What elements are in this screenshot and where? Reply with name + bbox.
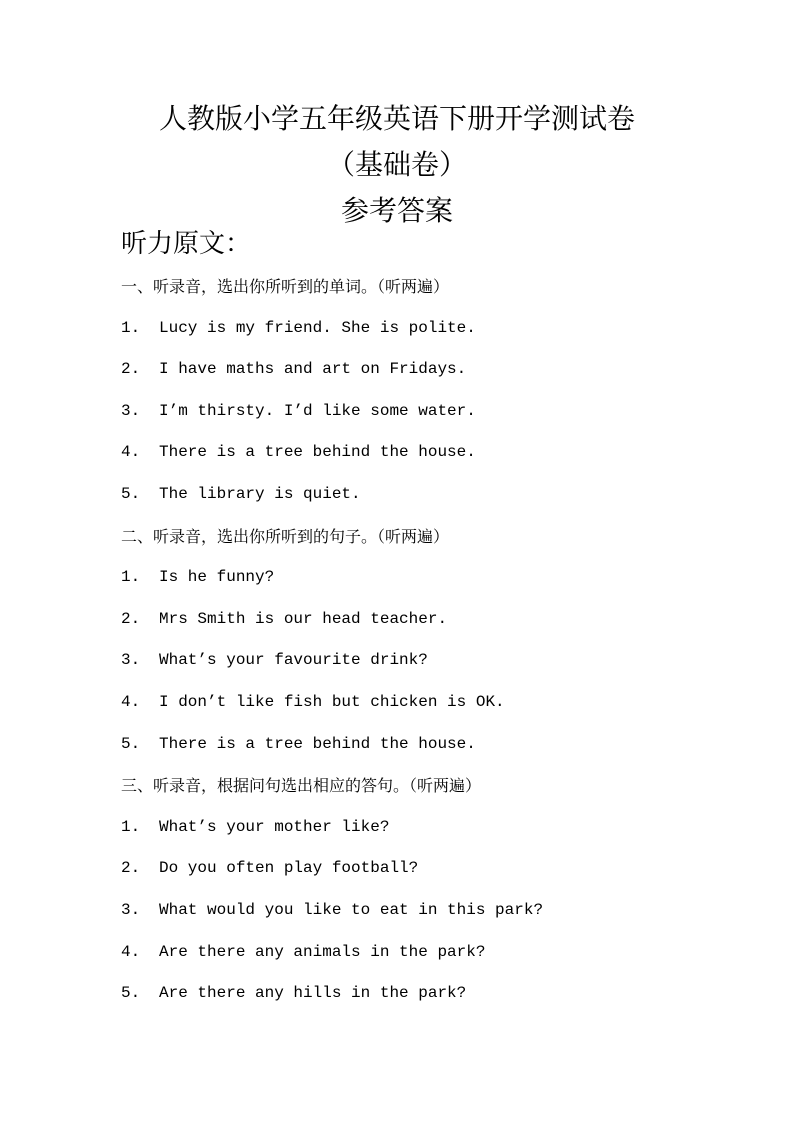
item-text: Is he funny? [159,568,275,587]
part-heading-3: 三、听录音，根据问句选出相应的答句。（听两遍） [121,776,482,796]
list-item [121,308,761,350]
item-number: 4. [121,443,141,462]
item-text: The library is quiet. [159,484,361,503]
item-number: 1. [121,568,141,587]
item-number: 3. [121,401,141,420]
section-heading-listening-script: 听力原文： [121,229,252,259]
item-text: I’m thirsty. I’d like some water. [159,401,476,420]
item-text: Are there any animals in the park? [159,942,486,961]
item-number: 2. [121,859,141,878]
listening-script-body [121,266,761,1015]
item-text: What’s your mother like? [159,817,390,836]
item-number: 1. [121,817,141,836]
item-number: 4. [121,942,141,961]
document-title: 人教版小学五年级英语下册开学测试卷 [158,102,635,135]
item-text: There is a tree behind the house. [159,443,476,462]
item-number: 5. [121,984,141,1003]
item-text: What would you like to eat in this park? [159,900,544,919]
list-item [121,391,761,433]
item-number: 4. [121,692,141,711]
list-item [121,807,761,849]
item-text: Mrs Smith is our head teacher. [159,609,448,628]
item-text: What’s your favourite drink? [159,651,428,670]
list-item [121,973,761,1015]
list-item [121,848,761,890]
item-number: 1. [121,318,141,337]
document-subtitle: （基础卷） [326,148,467,181]
item-text: Do you often play football? [159,859,419,878]
document-title-block [0,96,794,234]
item-text: I don’t like fish but chicken is OK. [159,692,505,711]
list-item [121,557,761,599]
item-number: 3. [121,900,141,919]
item-text: Lucy is my friend. She is polite. [159,318,476,337]
item-number: 5. [121,484,141,503]
list-item [121,599,761,641]
list-item [121,682,761,724]
list-item [121,890,761,932]
list-item [121,640,761,682]
list-item [121,724,761,766]
item-number: 5. [121,734,141,753]
item-number: 3. [121,651,141,670]
item-number: 2. [121,360,141,379]
list-item [121,432,761,474]
item-text: There is a tree behind the house. [159,734,476,753]
list-item [121,932,761,974]
answer-key-title: 参考答案 [340,194,453,227]
list-item [121,349,761,391]
item-number: 2. [121,609,141,628]
list-item [121,474,761,516]
part-heading-2: 二、听录音，选出你所听到的句子。（听两遍） [121,526,450,546]
part-heading-1: 一、听录音，选出你所听到的单词。（听两遍） [121,277,450,296]
item-text: I have maths and art on Fridays. [159,360,467,379]
item-text: Are there any hills in the park? [159,984,467,1003]
